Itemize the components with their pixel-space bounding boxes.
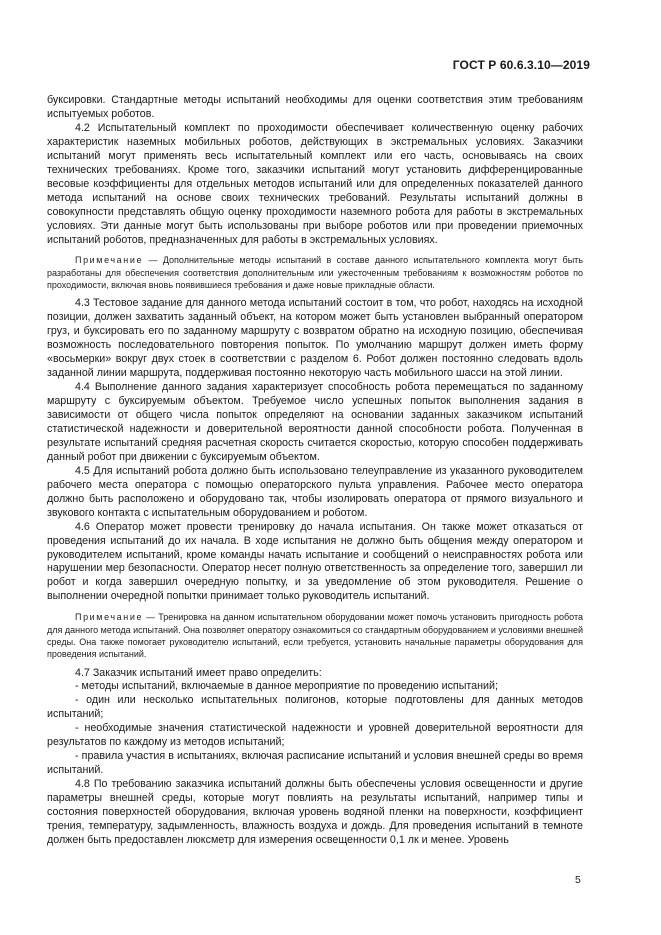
- intro-paragraph: буксировки. Стандартные методы испытаний необходимы для оценки соответствия этим требованиям испытуемых роботов.: [47, 94, 583, 120]
- note-1-text: — Дополнительные методы испытаний в составе данного испытательного комплекта могут быть разработаны для обеспечения соответствия дополнительным или ужесточенным требованиям к возможностям роботов по проходимости, включая вновь появившиеся требования и даже новые прикладные области.: [47, 255, 583, 291]
- note-1-label: Примечание: [75, 255, 144, 266]
- page-number: 5: [575, 874, 581, 886]
- document-body: [47, 94, 583, 848]
- note-2-text: — Тренировка на данном испытательном оборудовании может помочь установить пригодность робота для данного метода испытаний. Она позволяет оператору ознакомиться со стандартным оборудованием и условиями внешней среды. Она также помогает руководителю испытаний, если требуется, установить начальные параметры оборудования для проведения испытаний.: [47, 612, 583, 660]
- note-2-label: Примечание: [75, 612, 144, 623]
- standard-number-header: ГОСТ Р 60.6.3.10—2019: [452, 58, 590, 72]
- clause-4-6: 4.6 Оператор может провести тренировку до начала испытания. Он также может отказаться от проведения испытаний до их начала. В ходе испытания не должно быть общения между оператором и руководителем испытаний, кроме команды начать испытание и сообщений о неисправностях робота или нарушении мер безопасности. Оператор несет полную ответственность за определение того, завершил ли робот и когда завершил очередную попытку, и за уведомление об этом руководителя. Решение о выполнении очередной попытки принимает только руководитель испытаний.: [47, 520, 583, 603]
- list-item: - методы испытаний, включаемые в данное мероприятие по проведению испытаний;: [75, 680, 498, 693]
- note-1: [47, 254, 583, 291]
- note-2: [47, 611, 583, 660]
- clause-4-4: 4.4 Выполнение данного задания характеризует способность робота перемещаться по заданному маршруту с буксируемым объектом. Требуемое число успешных попыток выполнения задания в зависимости от общего числа попыток определяют на основании заданных заказчиком испытаний статистической надежности и доверительной вероятности данной способности робота. Полученная в результате испытаний средняя расчетная скорость считается скоростью, которую способен поддерживать данный робот при движении с буксируемым объектом.: [47, 381, 583, 463]
- clause-4-3: 4.3 Тестовое задание для данного метода испытаний состоит в том, что робот, находясь на исходной позиции, должен захватить заданный объект, на котором может быть установлен выбранный оператором груз, и буксировать его по заданному маршруту с возвратом обратно на исходную позицию, обеспечивая возможность последовательного повторения попыток. По умолчанию маршрут должен иметь форму «восьмерки» вокруг двух стоек в соответствии с разделом 6. Робот должен постоянно следовать вдоль заданной линии маршрута, поддерживая постоянно некоторую часть мобильного шасси на этой линии.: [47, 297, 583, 380]
- clause-4-8: 4.8 По требованию заказчика испытаний должны быть обеспечены условия освещенности и другие параметры внешней среды, которые могут повлиять на результаты испытаний, например типы и состояния поверхностей оборудования, включая уровень водяной пленки на поверхности, коэффициент трения, температуру, задымленность, влажность воздуха и дождь. Для проведения испытаний в темноте должен быть предоставлен люксметр для измерения освещенности 0,1 лк и менее. Уровень: [47, 778, 583, 846]
- list-item: - правила участия в испытаниях, включая расписание испытаний и условия внешней среды во время испытаний.: [47, 750, 583, 777]
- clause-4-5: 4.5 Для испытаний робота должно быть использовано телеуправление из указанного руководителем рабочего места оператора с помощью операторского пульта управления. Рабочее место оператора должно быть расположено и оборудовано так, чтобы изолировать оператора от прямого визуального и звукового контакта с испытательным оборудованием и роботом.: [47, 464, 583, 519]
- list-item: - необходимые значения статистической надежности и уровней доверительной вероятности для результатов по каждому из методов испытаний;: [47, 722, 583, 749]
- clause-4-7: 4.7 Заказчик испытаний имеет право определить:: [75, 666, 322, 679]
- clause-4-2: 4.2 Испытательный комплект по проходимости обеспечивает количественную оценку рабочих характеристик наземных мобильных роботов, действующих в экстремальных условиях. Заказчики испытаний могут применять весь испытательный комплект или его часть, основываясь на своих технических требованиях. Кроме того, заказчики испытаний могут установить дифференцированные весовые коэффициенты для отдельных методов испытаний или для определенных показателей данного метода испытаний на основе своих технических требований. Результаты испытаний должны в совокупности представлять общую оценку проходимости наземного робота для работы в экстремальных условиях. Эти данные могут быть использованы при выборе роботов или при проведении приемочных испытаний роботов, предназначенных для работы в экстремальных условиях.: [47, 121, 583, 246]
- list-item: - один или несколько испытательных полигонов, которые подготовлены для данных методов испытаний;: [47, 694, 583, 721]
